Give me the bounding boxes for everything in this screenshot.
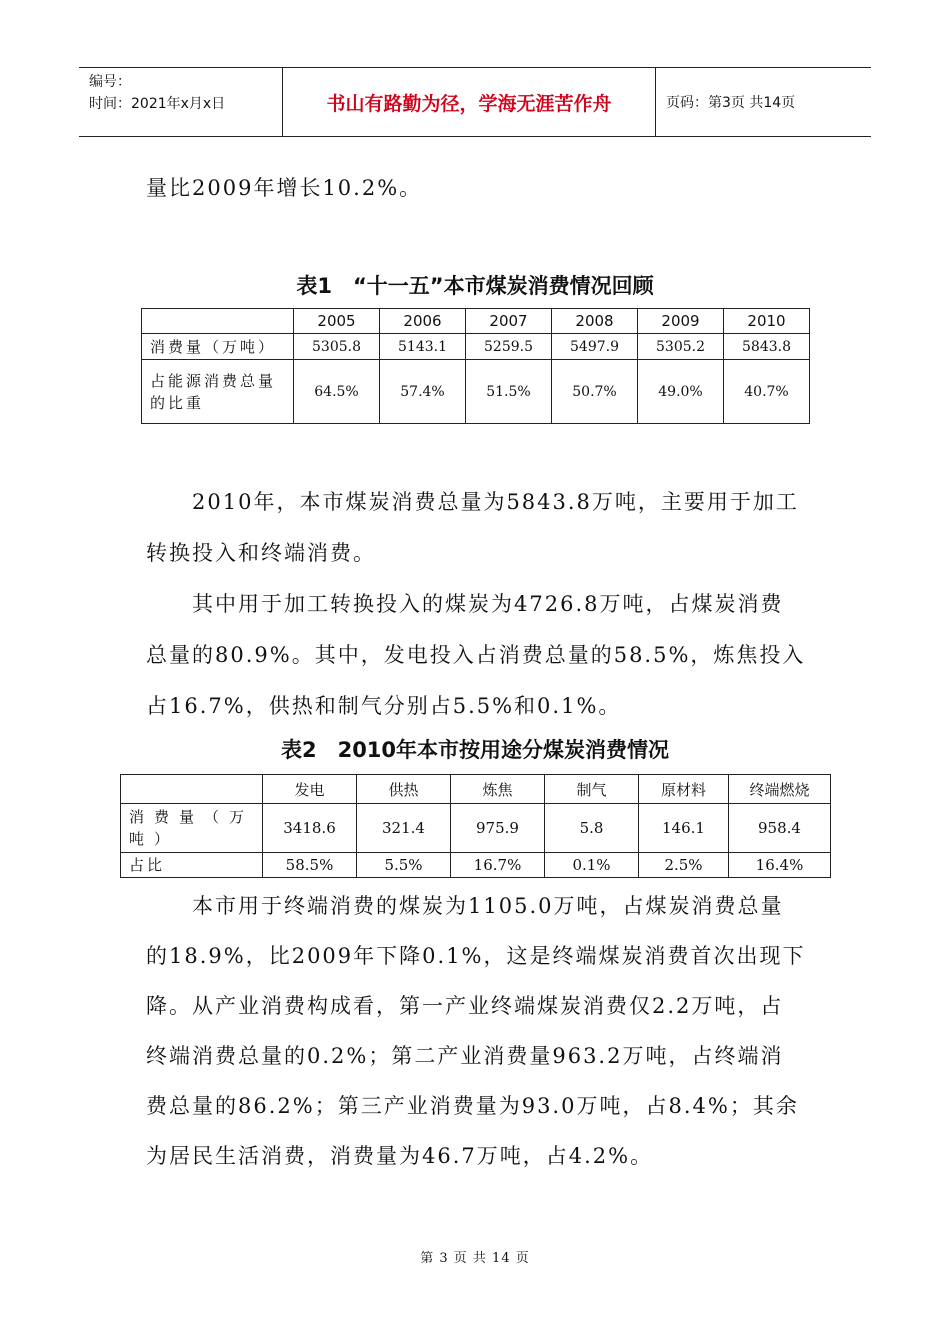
table-cell: 321.4 [357,804,451,853]
table-cell: 5305.2 [638,334,724,360]
table-cell: 40.7% [724,360,810,424]
table-header-cell: 制气 [545,775,639,804]
table-header-cell: 2010 [724,309,810,334]
date-label: 时间：2021年x月x日 [89,96,226,112]
table-cell: 49.0% [638,360,724,424]
table-header-cell: 原材料 [639,775,729,804]
table-cell: 58.5% [263,853,357,878]
table-cell: 5843.8 [724,334,810,360]
paragraph-continued: 量比2009年增长10.2%。 [146,176,423,200]
table-header-cell: 供热 [357,775,451,804]
table-header-cell: 2009 [638,309,724,334]
table-cell: 16.4% [729,853,831,878]
table-cell: 3418.6 [263,804,357,853]
paragraph-total-consumption: 2010年，本市煤炭消费总量为5843.8万吨，主要用于加工转换投入和终端消费。 [146,490,799,565]
table-row [142,334,810,360]
table-row [121,853,831,878]
row-label: 消费量（万吨） [142,334,294,360]
table-cell: 57.4% [380,360,466,424]
row-label: 占比 [121,853,263,878]
table-header-cell: 2008 [552,309,638,334]
table-cell: 16.7% [451,853,545,878]
paragraph-conversion-input: 其中用于加工转换投入的煤炭为4726.8万吨，占煤炭消费总量的80.9%。其中，发电投入占消费总量的58.5%，炼焦投入占16.7%，供热和制气分别占5.5%和0.1%。 [146,592,806,718]
table-cell: 5259.5 [466,334,552,360]
table-header-cell: 终端燃烧 [729,775,831,804]
paragraph-end-use-consumption: 本市用于终端消费的煤炭为1105.0万吨，占煤炭消费总量的18.9%，比2009年下降0.1%，这是终端煤炭消费首次出现下降。从产业消费构成看，第一产业终端煤炭消费仅2.2万吨，占终端消费总量的0.2%；第二产业消费量963.2万吨，占终端消费总量的86.2%；第三产业消费量为93.0万吨，占8.4%；其余为居民生活消费，消费量为46.7万吨，占4.2%。 [146,894,806,1168]
table-cell: 5305.8 [294,334,380,360]
table-cell: 64.5% [294,360,380,424]
table-cell: 5.5% [357,853,451,878]
header-motto: 书山有路勤为径，学海无涯苦作舟 [282,68,656,136]
table-row [142,309,810,334]
row-label: 消费量（万吨） [121,804,263,853]
table-coal-consumption-review [141,308,810,424]
table-header-cell: 2007 [466,309,552,334]
table-header-cell: 炼焦 [451,775,545,804]
table-cell: 958.4 [729,804,831,853]
table-row [142,360,810,424]
table-cell [142,309,294,334]
table-cell: 5497.9 [552,334,638,360]
document-header [79,67,871,137]
table-cell: 5143.1 [380,334,466,360]
table-cell: 50.7% [552,360,638,424]
header-page-label: 页码：第3页 共14页 [666,95,796,111]
table-header-cell: 2005 [294,309,380,334]
table-cell: 975.9 [451,804,545,853]
table-row [121,775,831,804]
table-cell: 0.1% [545,853,639,878]
table-cell: 51.5% [466,360,552,424]
number-label: 编号： [89,74,131,90]
table2-caption: 表2 2010年本市按用途分煤炭消费情况 [280,738,670,762]
table-cell [121,775,263,804]
table-header-cell: 2006 [380,309,466,334]
table-coal-usage-2010 [120,774,831,878]
row-label: 占能源消费总量的比重 [142,360,294,424]
table-header-cell: 发电 [263,775,357,804]
table1-caption: 表1 “十一五”本市煤炭消费情况回顾 [296,274,654,298]
table-cell: 146.1 [639,804,729,853]
table-row [121,804,831,853]
header-meta [79,68,282,136]
page-footer: 第 3 页 共 14 页 [420,1251,530,1266]
table-cell: 2.5% [639,853,729,878]
table-cell: 5.8 [545,804,639,853]
